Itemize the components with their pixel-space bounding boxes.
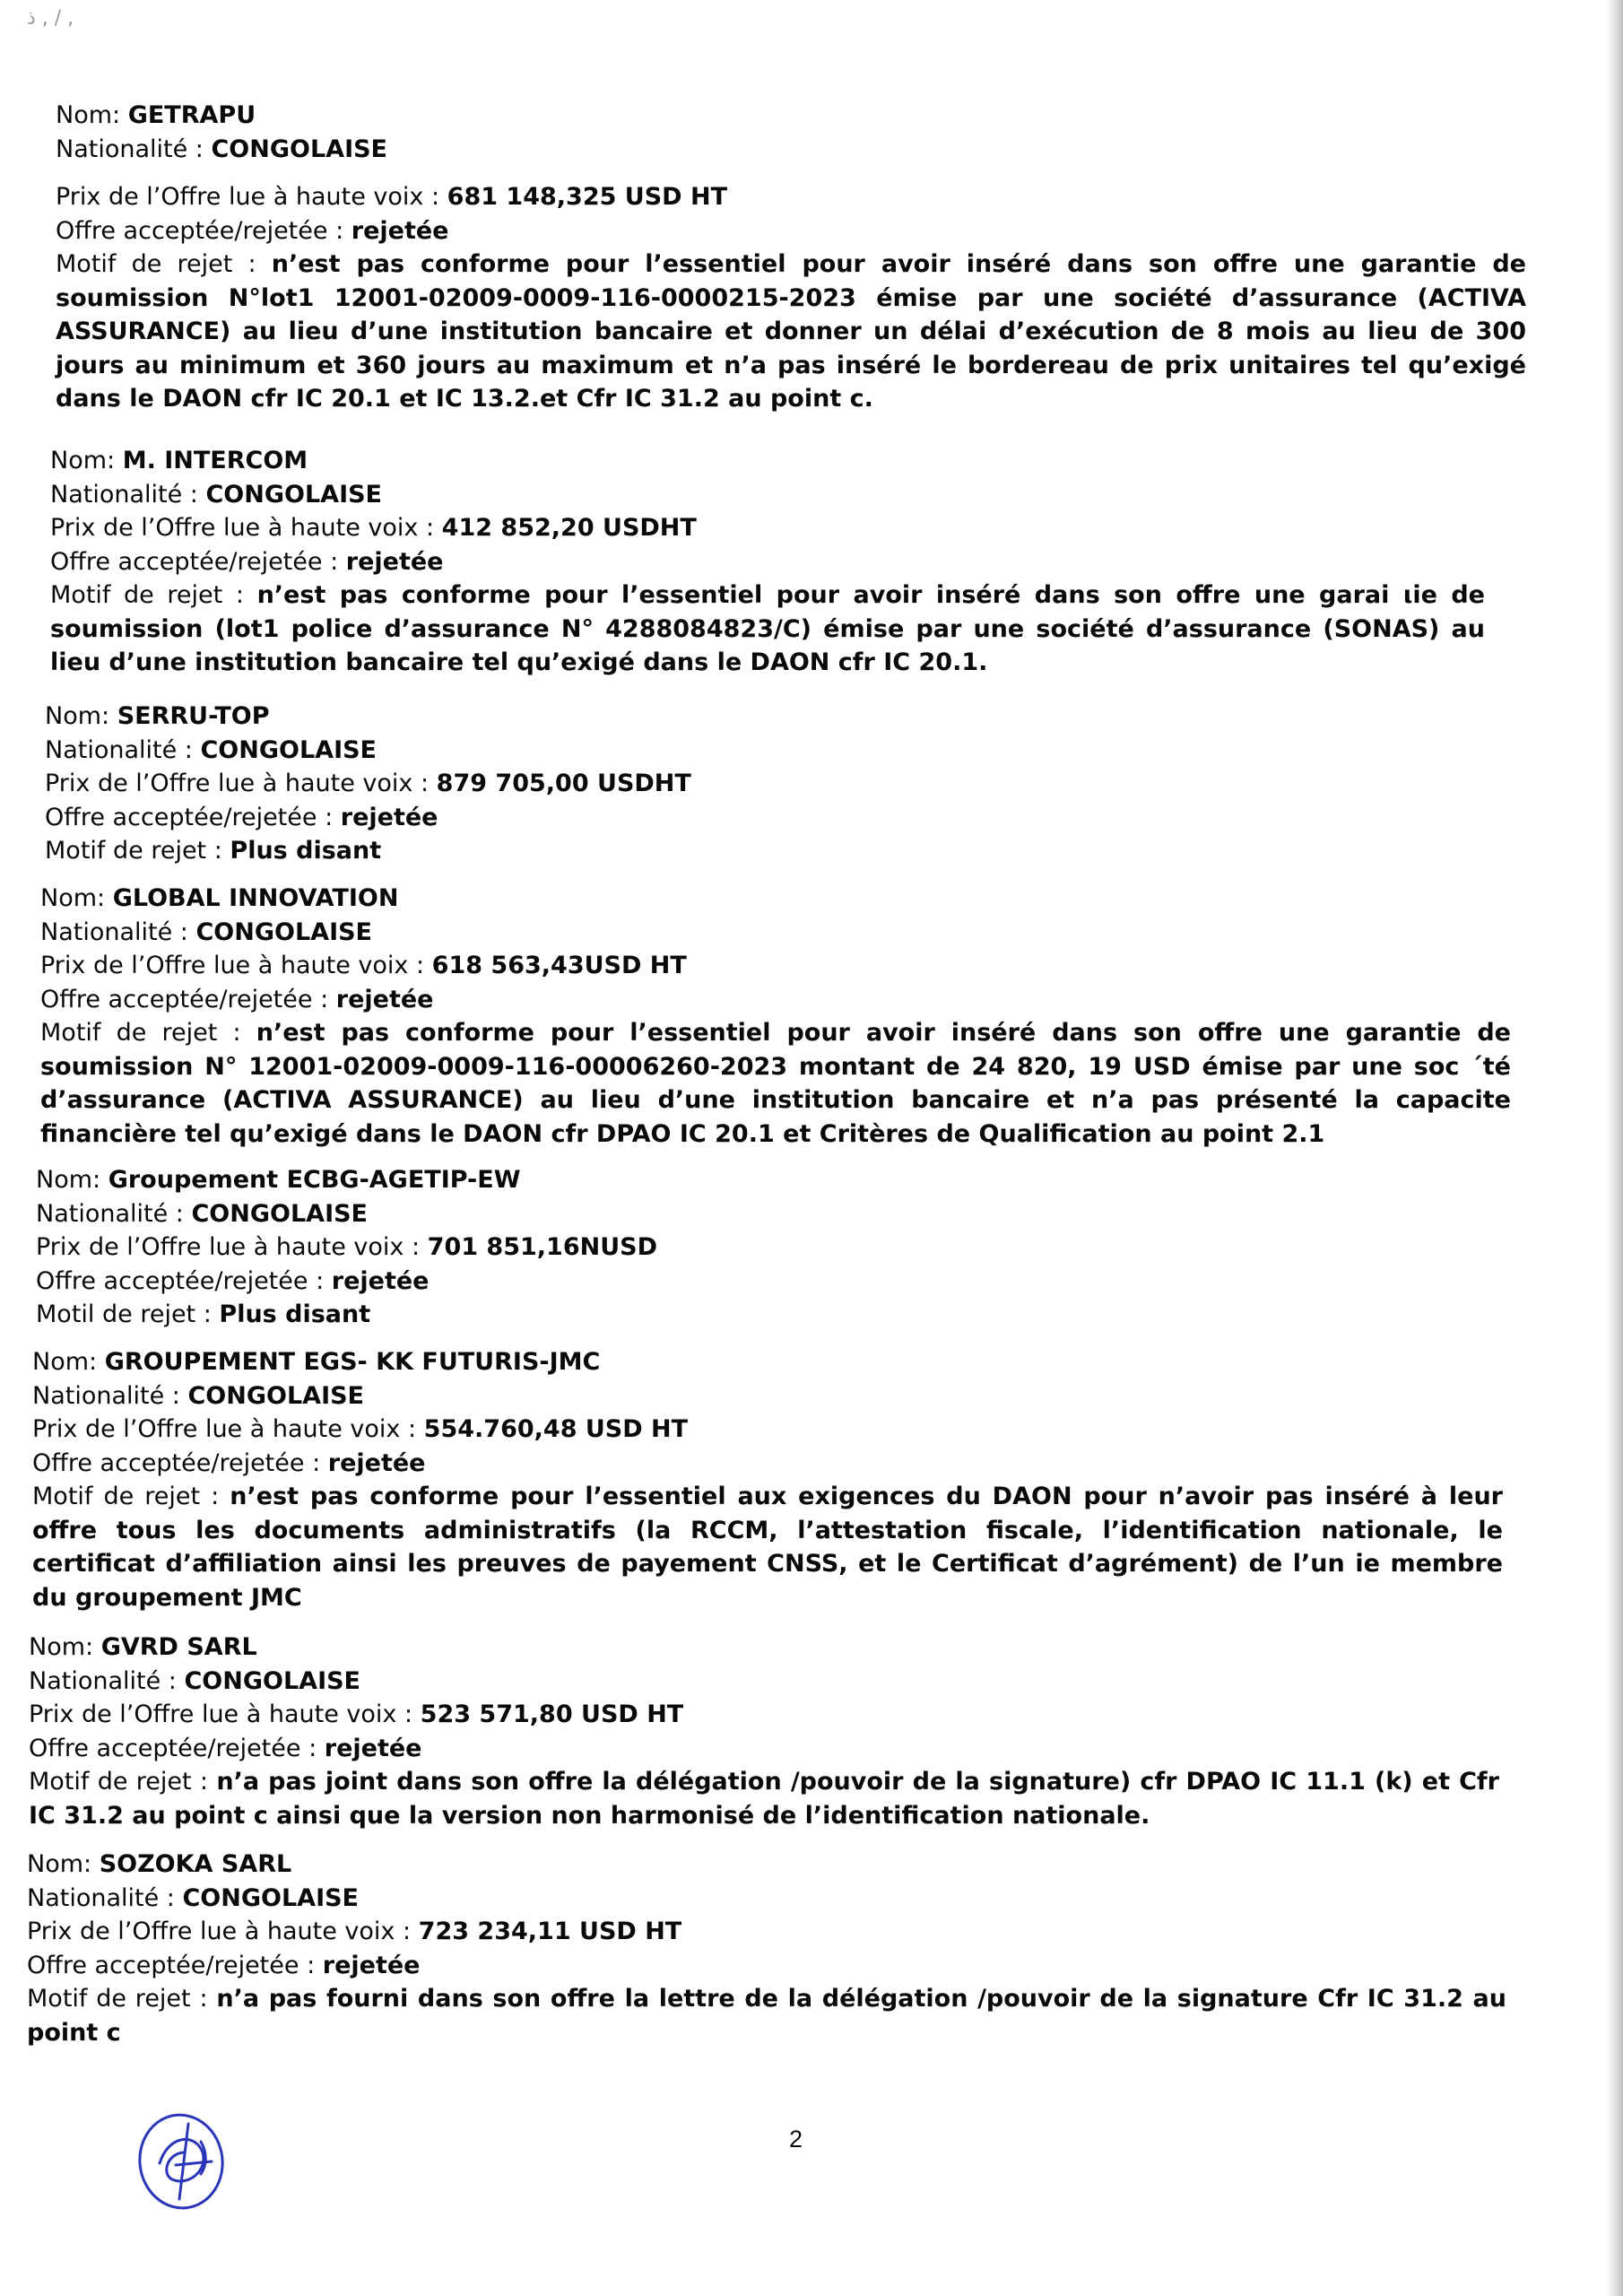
motif-label: Motif de rejet : [56,250,272,278]
nom-label: Nom: [45,702,117,730]
nom-label: Nom: [27,1850,100,1878]
bidder-entry [40,882,1511,1151]
bidder-nationality: CONGOLAISE [211,135,387,163]
bidder-entry [32,1345,1503,1614]
nom-label: Nom: [32,1348,105,1376]
motif-label: Motif de rejet : [29,1768,217,1796]
nationalite-label: Nationalité : [50,480,206,509]
nom-label: Nom: [29,1633,101,1661]
bidder-entry [50,444,1485,680]
bidder-status: rejetée [345,547,444,576]
prix-label: Prix de l’Offre lue à haute voix : [29,1700,421,1728]
motif-label: Motif de rejet : [27,1985,217,2013]
prix-label: Prix de l’Offre lue à haute voix : [32,1415,424,1443]
offre-label: Offre acceptée/rejetée : [36,1266,332,1295]
motif-label: Motil de rejet : [36,1300,220,1328]
prix-label: Prix de l’Offre lue à haute voix : [36,1233,428,1261]
offre-label: Offre acceptée/rejetée : [56,216,352,245]
bidder-reason: n’est pas conforme pour l’essentiel pour avoir inséré dans son offre une garantie de soumission N° 12001-02009-0009-116-00006260-2023 montant de 24 820, 19 USD émise par une soc ´té d’assurance (ACTIVA ASSURANCE) au lieu d’une institution bancaire et n’a pas présenté la capacite financière tel qu’exigé dans le DAON cfr DPAO IC 20.1 et Critères de Qualification au point 2.1 [40,1019,1511,1148]
bidder-name: GLOBAL INNOVATION [112,884,399,912]
nom-label: Nom: [50,447,123,474]
bidder-status: rejetée [340,803,438,831]
bidder-name: GROUPEMENT EGS- KK FUTURIS-JMC [104,1348,601,1376]
signature-icon [126,2099,242,2215]
nom-label: Nom: [40,884,113,912]
bidder-name: GVRD SARL [100,1633,257,1661]
bidder-price: 412 852,20 USDHT [441,514,697,542]
offre-label: Offre acceptée/rejetée : [40,985,336,1013]
bidder-entry [36,1163,1506,1332]
nom-label: Nom: [56,101,128,129]
bidder-entry [27,1848,1506,2049]
bidder-nationality: CONGOLAISE [182,1883,359,1912]
nationalite-label: Nationalité : [36,1199,192,1228]
bidder-status: rejetée [322,1951,421,1979]
bidder-reason: n’est pas conforme pour l’essentiel pour avoir inséré dans son offre une garai ιie de soumission (lot1 police d’assurance N° 4288084823/C) émise par une société d’assurance (SONAS) au lieu d’une institution bancaire tel qu’exigé dans le DAON cfr IC 20.1. [50,581,1485,676]
bidder-price: 723 234,11 USD HT [418,1918,682,1945]
bidder-reason: Plus disant [219,1300,371,1328]
bidder-name: GETRAPU [127,101,256,129]
bidder-name: Groupement ECBG-AGETIP-EW [108,1166,521,1194]
bidder-nationality: CONGOLAISE [205,480,382,509]
nationalite-label: Nationalité : [40,918,196,946]
offre-label: Offre acceptée/rejetée : [32,1448,328,1477]
bidder-price: 879 705,00 USDHT [436,770,691,797]
offre-label: Offre acceptée/rejetée : [29,1734,325,1762]
page-number: 2 [789,2126,803,2152]
bidder-price: 523 571,80 USD HT [420,1700,684,1728]
nationalite-label: Nationalité : [27,1883,183,1912]
bidder-reason: n’est pas conforme pour l’essentiel aux exigences du DAON pour n’avoir pas inséré à leur offre tous les documents administratifs (la RCCM, l’attestation fiscale, l’identification nationale, le certificat d’affiliation ainsi les preuves de payement CNSS, et le Certificat d’agrément) de l’un ie membre du groupement JMC [32,1483,1503,1612]
nationalite-label: Nationalité : [29,1666,185,1695]
bidder-reason: n’est pas conforme pour l’essentiel pour avoir inséré dans son offre une garantie de soumission N°lot1 12001-02009-0009-116-0000215-2023 émise par une société d’assurance (ACTIVA ASSURANCE) au lieu d’une institution bancaire et donner un délai d’exécution de 8 mois au lieu de 300 jours au minimum et 360 jours au maximum et n’a pas inséré le bordereau de prix unitaires tel qu’exigé dans le DAON cfr IC 20.1 et IC 13.2.et Cfr IC 31.2 au point c. [56,250,1526,413]
bidder-nationality: CONGOLAISE [195,918,372,946]
bidder-nationality: CONGOLAISE [184,1666,360,1695]
prix-label: Prix de l’Offre lue à haute voix : [56,183,447,211]
bidder-status: rejetée [327,1448,426,1477]
prix-label: Prix de l’Offre lue à haute voix : [27,1918,419,1945]
bidder-entry [45,700,1515,868]
bidder-price: 554.760,48 USD HT [423,1415,689,1443]
bidder-price: 618 563,43USD HT [431,952,687,979]
offre-label: Offre acceptée/rejetée : [50,547,346,576]
bidder-nationality: CONGOLAISE [200,735,377,764]
bidder-status: rejetée [335,985,434,1013]
scan-marks: ذ , / , [27,7,74,30]
bidder-status: rejetée [324,1734,422,1762]
prix-label: Prix de l’Offre lue à haute voix : [40,952,432,979]
bidder-entry [29,1631,1499,1832]
bidder-name: M. INTERCOM [122,447,308,474]
bidder-reason: n’a pas joint dans son offre la délégation /pouvoir de la signature) cfr DPAO IC 11.1 (k) et Cfr IC 31.2 au point c ainsi que la version non harmonisé de l’identification nationale. [29,1768,1499,1830]
motif-label: Motif de rejet : [40,1019,256,1047]
bidder-nationality: CONGOLAISE [191,1199,368,1228]
offre-label: Offre acceptée/rejetée : [27,1951,323,1979]
motif-label: Motif de rejet : [32,1483,230,1510]
nom-label: Nom: [36,1166,108,1194]
bidder-name: SOZOKA SARL [99,1850,292,1878]
nationalite-label: Nationalité : [45,735,201,764]
bidder-price: 681 148,325 USD HT [447,183,728,211]
page-edge [1607,0,1623,2296]
bidder-reason: Plus disant [230,837,382,865]
bidder-status: rejetée [331,1266,430,1295]
offre-label: Offre acceptée/rejetée : [45,803,341,831]
motif-label: Motif de rejet : [45,837,230,865]
motif-label: Motif de rejet : [50,581,257,609]
bidder-status: rejetée [351,216,449,245]
bidder-entry [56,99,1526,416]
bidder-nationality: CONGOLAISE [187,1381,364,1410]
nationalite-label: Nationalité : [32,1381,188,1410]
bidder-name: SERRU-TOP [117,702,270,730]
prix-label: Prix de l’Offre lue à haute voix : [50,514,442,542]
prix-label: Prix de l’Offre lue à haute voix : [45,770,437,797]
bidder-price: 701 851,16NUSD [427,1233,658,1261]
bidder-reason: n’a pas fourni dans son offre la lettre de la délégation /pouvoir de la signature Cfr IC 31.2 au point c [27,1985,1506,2047]
nationalite-label: Nationalité : [56,135,212,163]
